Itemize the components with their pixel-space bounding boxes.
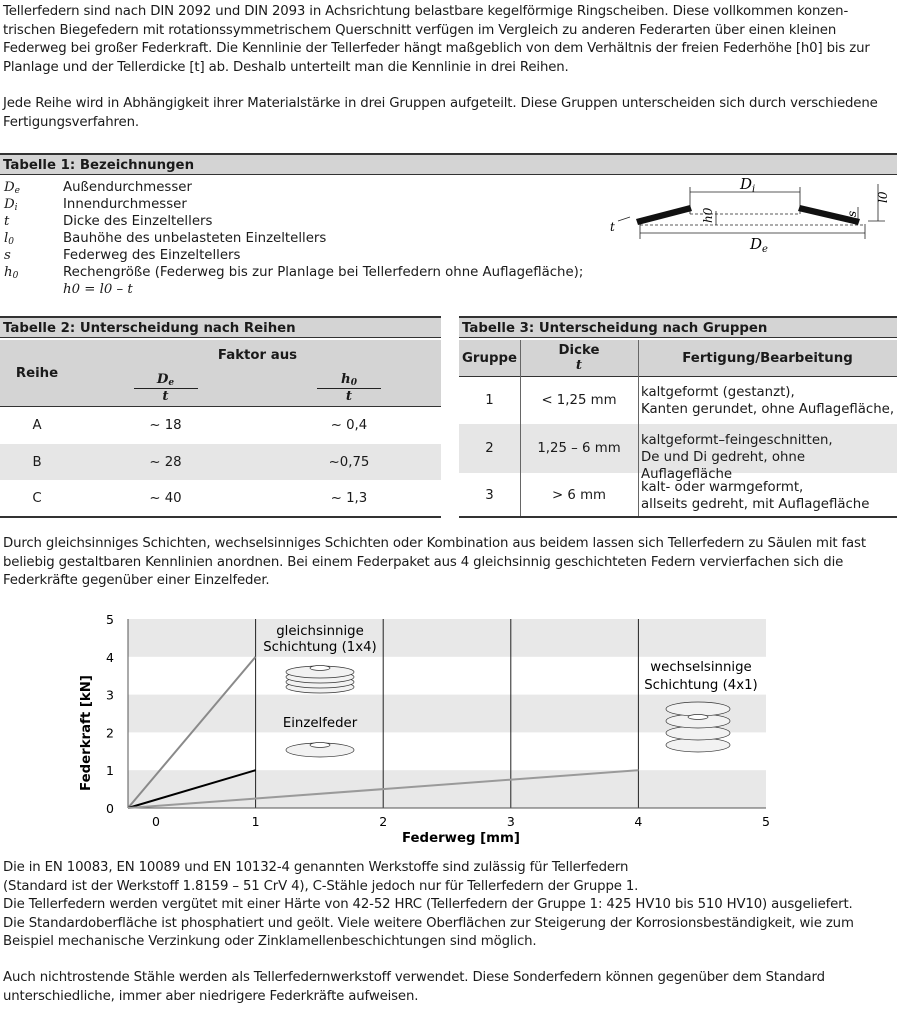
disc-spring-diagram [600,169,890,269]
text-line: Tellerfedern sind nach DIN 2092 und DIN 2093 in Achsrichtung belastbare kegelförmige Ringscheiben. Diese vollkommen konzen- [3,4,849,19]
cell-reihe: C [32,490,42,506]
col-header-reihe: Reihe [0,340,74,406]
table-title: Tabelle 1: Bezeichnungen [0,153,897,175]
table-gruppen [459,316,897,512]
grid-band [128,770,766,808]
annotation-gleich-1: gleichsinnige [276,624,364,639]
cell-de: ~ 40 [149,490,182,506]
description: Federweg des Einzeltellers [63,248,241,263]
label-t: t [610,220,615,234]
annotation-gleich-2: Schichtung (1x4) [263,640,377,655]
intro-paragraph-2 [3,95,903,132]
label-l0: l0 [876,191,890,203]
description: Bauhöhe des unbelasteten Einzeltellers [63,231,327,246]
table-reihen [0,316,441,506]
col-header-h0-t: $h_0$ t [257,370,441,406]
description: Außendurchmesser [63,180,192,195]
x-tick-label: 3 [506,814,515,829]
symbol-sub: i [14,203,18,213]
cell-dicke: > 6 mm [552,487,606,503]
description: Rechengröße (Federweg bis zur Planlage bei Tellerfedern ohne Auflagefläche); [63,265,584,280]
text-line: Durch gleichsinniges Schichten, wechselsinniges Schichten oder Kombination aus beidem lassen sich Tellerfedern zu Säulen mit fast [3,536,866,551]
table-bezeichnungen [0,153,897,297]
text-line: Die Tellerfedern werden vergütet mit einer Härte von 42-52 HRC (Tellerfedern der Gruppe 1: 425 HV10 bis 510 HV10) ausgeliefert. [3,897,853,912]
annotation-wechsel-2: Schichtung (4x1) [644,678,758,693]
single-spring-illustration [286,743,354,758]
grid-band [128,695,766,733]
label-h0: h0 [701,207,715,223]
col-header-fertigung: Fertigung/Bearbeitung [638,340,897,376]
annotation-einzel: Einzelfeder [282,716,358,731]
col-header-de-t: $D_e$ t [74,370,257,406]
cell-reihe: A [32,418,42,433]
cell-h0: ~ 0,4 [330,418,368,433]
table-title: Tabelle 2: Unterscheidung nach Reihen [0,316,441,338]
x-axis-label: Federweg [mm] [402,831,520,846]
cell-reihe: B [32,454,42,470]
y-tick-label: 5 [106,612,114,627]
symbol: l [4,231,9,246]
text-line: (Standard ist der Werkstoff 1.8159 – 51 CrV 4), C-Stähle jedoch nur für Tellerfedern der Gruppe 1. [3,878,639,894]
y-tick-label: 1 [106,763,114,779]
symbol-sub: 0 [8,237,14,247]
text-line: Die Standardoberfläche ist phosphatiert und geölt. Viele weitere Oberflächen zur Steigerung der Korrosionsbeständigkeit, wie zum [3,915,854,931]
col-header-faktor: Faktor aus [74,340,441,370]
stacked-spring-illustration [286,666,354,694]
symbol-sub: e [14,186,20,196]
symbol: t [4,214,10,229]
description: Dicke des Einzeltellers [63,214,213,229]
cell-gruppe: 2 [485,441,494,456]
cell-h0: ~ 1,3 [330,490,368,506]
symbol: h [4,265,13,280]
outro-paragraph-1 [3,859,903,952]
y-tick-label: 0 [106,801,114,816]
table-title: Tabelle 3: Unterscheidung nach Gruppen [459,316,897,338]
label-di: $D_i$ [740,175,756,195]
cell-de: ~ 28 [149,454,182,470]
col-header-gruppe: Gruppe [459,340,520,376]
text-line: Beispiel mechanische Verzinkung oder Zinklamellenbeschichtungen sind möglich. [3,934,537,949]
mid-paragraph [3,535,903,591]
outro-paragraph-2 [3,969,903,1006]
cell-dicke: 1,25 – 6 mm [537,441,621,456]
intro-paragraph-1 [3,3,903,77]
col-header-dicke: Dicke t [520,340,638,376]
annotation-wechsel-1: wechselsinnige [650,660,752,675]
y-axis-label: Federkraft [kN] [79,675,94,791]
cell-h0: ~0,75 [328,454,370,470]
spring-chart [70,605,790,850]
x-tick-label: 2 [379,814,388,829]
symbol: D [4,180,15,195]
text-line: Federweg bei großer Federkraft. Die Kennlinie der Tellerfeder hängt maßgeblich von dem Verhältnis der freien Federhöhe [h0] bis zur [3,41,870,56]
text-line: unterschiedliche, immer aber niedrigere Federkräfte aufweisen. [3,988,419,1004]
formula: h0 = l0 – t [63,282,133,297]
label-de: $D_e$ [750,235,768,255]
cell-gruppe: 1 [485,393,494,408]
symbol-sub: 0 [12,271,19,281]
y-tick-label: 4 [106,649,114,665]
text-line: Jede Reihe wird in Abhängigkeit ihrer Materialstärke in drei Gruppen aufgeteilt. Diese Gruppen unterscheiden sich durch verschiedene [3,96,878,111]
text-line: Auch nichtrostende Stähle werden als Tellerfedernwerkstoff verwendet. Diese Sonderfedern können gegenüber dem Standard [3,970,825,985]
cell-de: ~ 18 [149,418,182,433]
x-tick-label: 5 [762,814,770,829]
text-line: trischen Biegefedern mit rotationssymmetrischem Querschnitt verfügen im Vergleich zu anderen Federarten über einen kleinen [3,22,837,38]
text-line: Federkräfte gegenüber einer Einzelfeder. [3,573,270,588]
cell-dicke: < 1,25 mm [541,393,617,408]
label-s: s [845,210,859,217]
symbol: s [4,248,11,263]
cell-fertigung: kalt- oder warmgeformt, allseits gedreht, mit Auflagefläche [641,480,870,512]
grid-band [128,619,766,657]
cell-fertigung: kaltgeformt–feingeschnitten, De und Di gedreht, ohne Auflagefläche [641,433,833,482]
cell-gruppe: 3 [485,487,494,503]
text-line: Die in EN 10083, EN 10089 und EN 10132-4 genannten Werkstoffe sind zulässig für Tellerfedern [3,860,629,875]
text-line: Planlage und der Tellerdicke [t] ab. Deshalb unterteilt man die Kennlinie in drei Reihen. [3,59,569,75]
x-tick-label: 0 [152,814,160,829]
x-tick-label: 1 [251,814,260,829]
cell-fertigung: kaltgeformt (gestanzt), Kanten gerundet, ohne Auflagefläche, [641,385,895,417]
y-tick-label: 2 [106,725,114,741]
y-tick-label: 3 [106,687,114,703]
symbol: D [4,197,15,212]
text-line: beliebig gestaltbaren Kennlinien anordnen. Bei einem Federpaket aus 4 gleichsinnig geschichteten Federn vervierfachen sich die [3,554,844,570]
description: Innendurchmesser [63,197,187,212]
x-tick-label: 4 [634,814,643,829]
text-line: Fertigungsverfahren. [3,114,139,130]
